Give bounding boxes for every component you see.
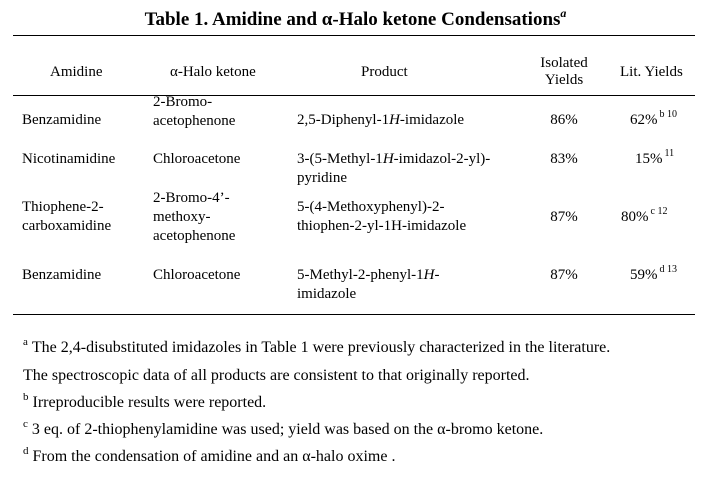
row4-amidine: Benzamidine (22, 267, 102, 283)
row1-isolated-yield: 86% (550, 112, 578, 128)
footnote-b (23, 393, 266, 413)
row2-product-line2: pyridine (297, 170, 347, 186)
row3-lit-value: 80% (621, 209, 649, 225)
row4-lit-ref: d 13 (659, 264, 677, 275)
bottom-rule (13, 314, 695, 315)
footnote-c-text: 3 eq. of 2-thiophenylamidine was used; yield was based on the α-bromo ketone. (31, 421, 544, 438)
row2-haloketone: Chloroacetone (153, 151, 241, 167)
row1-product: 2,5-Diphenyl-1H-imidazole (297, 112, 465, 128)
row3-product (297, 198, 466, 236)
row3-amidine-line1: Thiophene-2- (22, 199, 104, 215)
table-title-text: Table 1. Amidine and α-Halo ketone Condensations (144, 9, 561, 30)
row2-product (297, 150, 490, 188)
footnote-a-text: The 2,4-disubstituted imidazoles in Table 1 were previously characterized in the literature. (31, 339, 611, 356)
footnote-d-mark: d (23, 445, 29, 457)
header-amidine: Amidine (50, 64, 103, 80)
footnote-a-continued: The spectroscopic data of all products are consistent to that originally reported. (23, 367, 530, 384)
row3-product-line1: 5-(4-Methoxyphenyl)-2- (297, 199, 445, 215)
footnote-b-mark: b (23, 391, 29, 403)
footnote-c (23, 420, 543, 440)
row3-lit-ref: c 12 (650, 206, 668, 217)
row3-haloketone-line2: methoxy- (153, 209, 211, 225)
footnote-c-mark: c (23, 418, 28, 430)
row3-isolated-yield: 87% (550, 209, 578, 225)
header-isolated-line1: Isolated (540, 55, 588, 71)
row1-haloketone-line1: 2-Bromo- (153, 94, 213, 110)
header-halo-ketone: α-Halo ketone (170, 64, 256, 80)
header-lit-yields: Lit. Yields (620, 64, 683, 80)
row4-product-line2: imidazole (297, 286, 357, 302)
footnote-a (23, 338, 610, 358)
row3-product-line2: thiophen-2-yl-1H-imidazole (297, 218, 467, 234)
row2-lit-yield (635, 150, 674, 169)
row2-amidine: Nicotinamidine (22, 151, 116, 167)
row4-product-line1: 5-Methyl-2-phenyl-1H- (297, 267, 440, 283)
row4-isolated-yield: 87% (550, 267, 578, 283)
header-isolated-yields (527, 55, 601, 89)
row3-amidine-line2: carboxamidine (22, 218, 112, 234)
top-rule (13, 35, 695, 36)
row3-haloketone-line3: acetophenone (153, 228, 236, 244)
row4-haloketone: Chloroacetone (153, 267, 241, 283)
row2-lit-ref: 11 (664, 148, 675, 159)
row3-lit-yield (621, 208, 667, 227)
footnote-a-mark: a (23, 336, 28, 348)
table-title (0, 6, 711, 31)
footnote-b-text: Irreproducible results were reported. (32, 394, 267, 411)
title-footnote-mark: a (560, 6, 567, 20)
row2-lit-value: 15% (635, 151, 663, 167)
row2-isolated-yield: 83% (550, 151, 578, 167)
row2-product-line1: 3-(5-Methyl-1H-imidazol-2-yl)- (297, 151, 491, 167)
footnote-d (23, 447, 395, 467)
row1-lit-ref: b 10 (659, 109, 677, 120)
row4-product (297, 266, 439, 304)
header-product: Product (361, 64, 408, 80)
row4-lit-value: 59% (630, 267, 658, 283)
row4-lit-yield (630, 266, 677, 285)
header-isolated-line2: Yields (544, 72, 584, 88)
row1-haloketone-line2: acetophenone (153, 113, 236, 129)
row1-lit-yield (630, 111, 677, 130)
row3-amidine (22, 198, 111, 236)
row1-lit-value: 62% (630, 112, 658, 128)
row1-haloketone (153, 93, 235, 131)
footnote-d-text: From the condensation of amidine and an α-halo oxime . (32, 448, 396, 465)
header-rule (13, 95, 695, 96)
row3-haloketone (153, 189, 235, 246)
row1-amidine: Benzamidine (22, 112, 102, 128)
row3-haloketone-line1: 2-Bromo-4’- (153, 190, 230, 206)
